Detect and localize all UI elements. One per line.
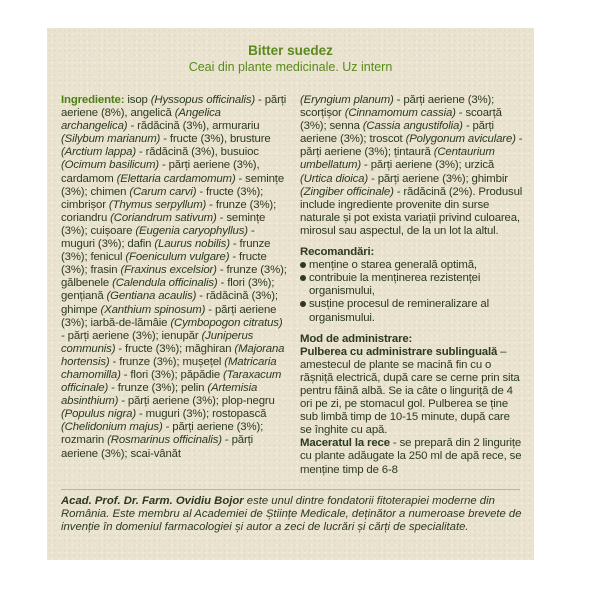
recommendation-item: contribuie la menținerea rezistenței organismului, [300,272,523,298]
ingredient-text: - frunze (3%); fenicul [61,238,271,264]
ingredient-text: - scoarță (3%); senna [300,107,502,133]
ingredient-text: - părți aeriene (3%); scai-vânăt [61,434,253,460]
ingredient-text: - rădăcină (3%), busuioc [135,146,259,159]
cold-macerate-text: - se prepară din 2 lingurițe cu plante adăugate la 250 ml de apă rece, se menține timp de 6-8 [300,437,522,476]
recommendation-item: susține procesul de remineralizare al organismului. [300,298,523,324]
ingredient-text: - rădăcină (2%). Produsul include ingrediente provenite din surse naturale și pot exista variații privind culoarea, mirosul sau aspectul, de la un lot la altul. [300,185,523,237]
latin-name: (Elettaria cardamomum) [116,172,236,185]
latin-name: (Urtica dioica) [300,172,369,185]
latin-name: (Ocimum basilicum) [61,159,159,172]
divider [61,489,520,490]
cold-macerate-heading: Maceratul la rece [300,437,390,450]
cold-macerate-paragraph [300,437,523,476]
latin-name: (Cymbopogon citratus) [170,316,283,329]
recommendations-section [300,246,523,325]
latin-name: (Arctium lappa) [61,146,136,159]
ingredient-text: - semințe (3%); cuișoare [61,211,266,237]
latin-name: (Polygonum aviculare) [405,133,516,146]
ingredients-column-left [61,94,289,461]
recommendations-heading: Recomandări: [300,246,375,259]
latin-name: (Coriandrum sativum) [110,211,217,224]
latin-name: (Majorana hortensis) [61,342,285,368]
ingredient-text: - frunze (3%); gălbenele [61,264,287,290]
ingredient-text: - frunze (3%); mușețel [109,355,225,368]
latin-name: (Eryngium planum) [300,94,394,106]
latin-name: (Laurus nobilis) [154,238,230,251]
latin-name: (Matricaria chamomilla) [61,355,277,381]
author-name: Acad. Prof. Dr. Farm. Ovidiu Bojor [61,495,244,507]
product-title: Bitter suedez [248,43,333,58]
latin-name: (Chelidonium majus) [61,421,163,434]
ingredient-text: - părți aeriene (3%); scorțișor [300,94,495,120]
latin-name: (Silybum marianum) [61,133,161,146]
latin-name: (Carum carvi) [129,185,197,198]
administration-heading: Mod de administrare: [300,332,413,345]
latin-name: (Hyssopus officinalis) [150,94,256,106]
latin-name: (Taraxacum officinale) [61,368,282,395]
ingredient-text: - părți aeriene (3%); iarbă-de-lămâie [61,303,277,329]
ingredient-text: - rădăcină (3%), armurariu [127,120,260,133]
latin-name: (Cassia angustifolia) [362,120,463,133]
ingredients-column-right [300,94,523,477]
product-subtitle: Ceai din plante medicinale. Uz intern [188,60,393,74]
latin-name: (Xanthium spinosum) [100,303,206,316]
latin-name: (Calendula officinalis) [112,277,218,290]
latin-name: (Foeniculum vulgare) [125,251,230,264]
author-note [61,495,522,535]
ingredients-text-left [61,94,287,460]
ingredient-text: - părți aeriene (3%), cardamom [61,159,260,185]
latin-name: (Angelica archangelica) [61,107,221,133]
ingredient-text: - semințe (3%); chimen [61,172,285,198]
ingredient-text: - părți aeriene (8%), angelică [61,94,287,120]
ingredient-text: - fructe (3%); cimbrișor [61,185,264,211]
latin-name: (Populus nigra) [61,408,136,421]
product-label [47,28,534,560]
ingredient-text: - fructe (3%); frasin [61,251,267,277]
powder-text: – amestecul de plante se macină fin cu o rășniță electrică, după care se cerne prin sita pentru făină albă. Se ia câte o linguriță de 4 ori pe zi, pe stomacul gol. Pulberea se ține sub limbă timp de 10-15 minute, după care se înghite cu apă. [300,345,520,437]
latin-name: (Centaurium umbellatum) [300,146,495,172]
recommendations-list [300,259,523,324]
ingredient-text: - muguri (3%); dafin [61,224,255,251]
latin-name: (Artemisia absinthium) [61,382,258,408]
powder-paragraph [300,346,523,438]
ingredient-text: isop [124,94,151,106]
ingredient-text: - părți aeriene (3%); rozmarin [61,421,264,447]
recommendation-item: menține o starea generală optimă, [300,259,523,272]
ingredient-text: - frunze (3%); pelin [108,382,208,395]
ingredient-text: - părți aeriene (3%); ienupăr [61,329,202,342]
ingredient-text: - flori (3%); gențiană [61,277,275,303]
latin-name: (Fraxinus excelsior) [120,264,217,277]
ingredients-heading: Ingrediente: [61,94,125,106]
ingredient-text: - părți aeriene (3%); plop-negru [118,395,275,408]
administration-section [300,333,523,477]
latin-name: (Zingiber officinale) [300,185,394,198]
ingredients-text-right [300,94,523,238]
author-bio: este unul dintre fondatorii fitoterapiei moderne din România. Este membru al Academiei de Științe Medicale, deținător a numeroase brevete de invenție în domeniul farmacologiei și autor a zeci de lucrări și cărți de specialitate. [61,495,522,534]
latin-name: (Cinnamomum cassia) [344,107,456,120]
latin-name: (Gentiana acaulis) [106,290,197,303]
ingredient-text: - părți aeriene (3%); ghimbir [368,172,508,185]
ingredient-text: - fructe (3%); măghiran [115,342,235,355]
ingredient-text: - părți aeriene (3%); urzică [361,159,495,172]
latin-name: (Thymus serpyllum) [108,198,207,211]
latin-name: (Juniperus communis) [61,329,254,355]
ingredient-text: - fructe (3%), brusture [160,133,271,146]
latin-name: (Rosmarinus officinalis) [107,434,222,447]
ingredient-text: - muguri (3%); rostopască [136,408,267,421]
ingredient-text: - părți aeriene (3%); țintaură [300,133,523,159]
ingredient-text: - frunze (3%); coriandru [61,198,277,224]
ingredient-text: - flori (3%); păpădie [120,368,224,381]
latin-name: (Eugenia caryophyllus) [135,224,248,237]
ingredient-text: - părți aeriene (3%); troscot [300,120,494,146]
ingredient-text: - rădăcină (3%); ghimpe [61,290,278,316]
powder-heading: Pulberea cu administrare sublinguală [300,345,498,358]
